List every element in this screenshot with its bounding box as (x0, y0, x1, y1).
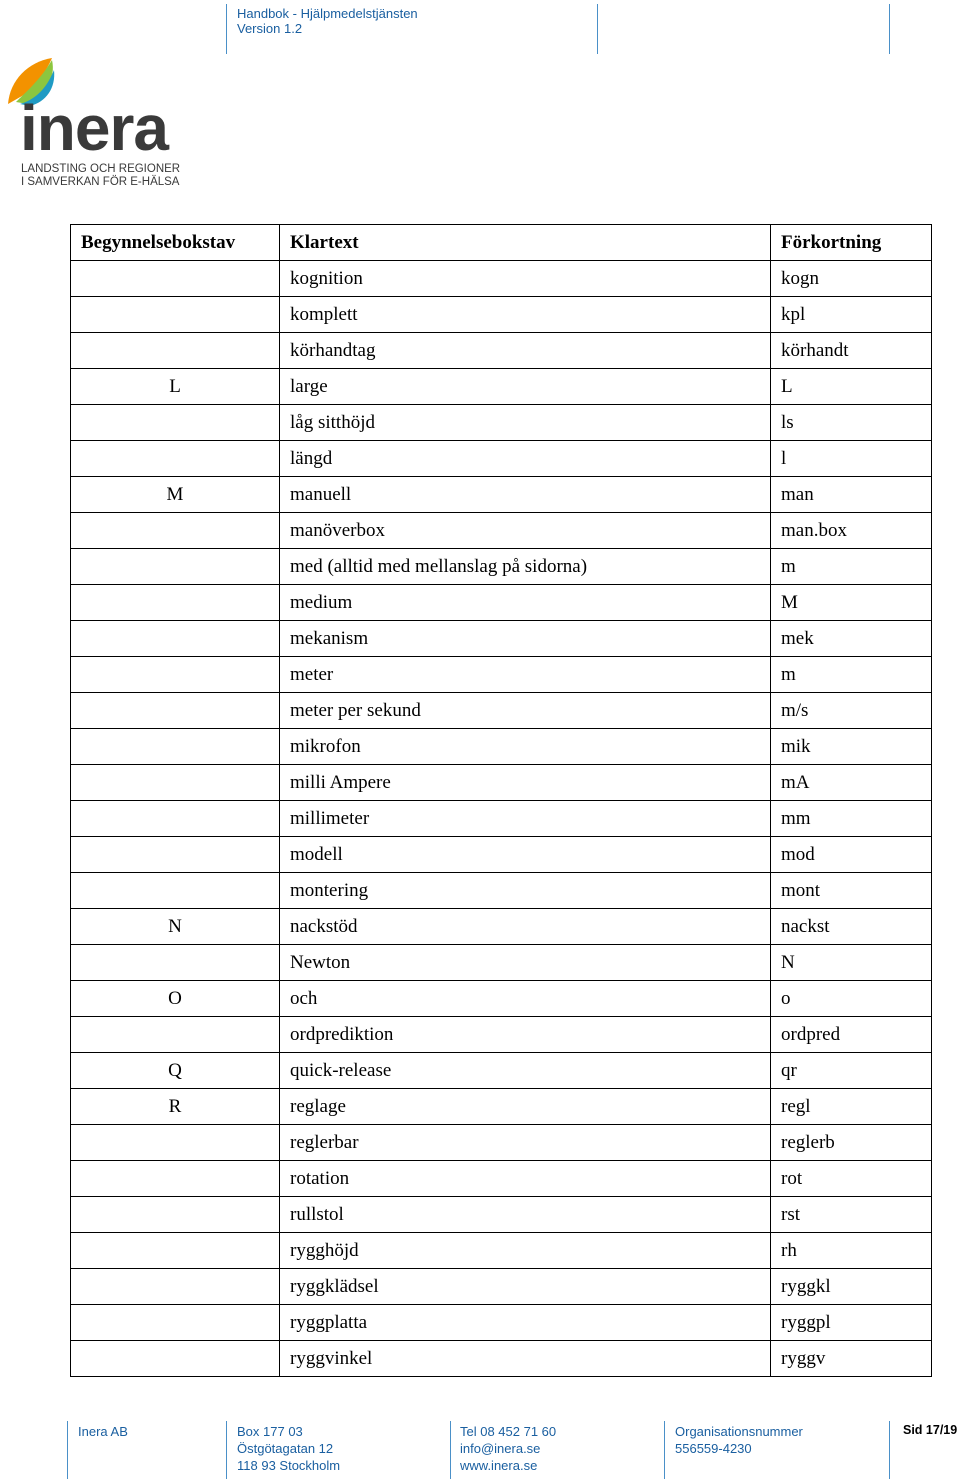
table-header-row (71, 225, 932, 261)
cell-initial-letter (71, 513, 280, 549)
cell-initial-letter (71, 1341, 280, 1377)
table-row (71, 333, 932, 369)
cell-plain-text: mikrofon (280, 729, 771, 765)
cell-abbreviation: m (771, 549, 932, 585)
cell-abbreviation: man.box (771, 513, 932, 549)
cell-initial-letter (71, 801, 280, 837)
footer-divider (889, 1421, 890, 1479)
logo-wordmark: inera (20, 92, 168, 164)
table-row (71, 1305, 932, 1341)
table-row (71, 873, 932, 909)
cell-initial-letter (71, 873, 280, 909)
cell-plain-text: rotation (280, 1161, 771, 1197)
cell-plain-text: komplett (280, 297, 771, 333)
table-row (71, 1269, 932, 1305)
cell-initial-letter: N (71, 909, 280, 945)
cell-initial-letter (71, 765, 280, 801)
cell-plain-text: milli Ampere (280, 765, 771, 801)
cell-abbreviation: mek (771, 621, 932, 657)
cell-initial-letter (71, 297, 280, 333)
cell-abbreviation: mik (771, 729, 932, 765)
cell-abbreviation: M (771, 585, 932, 621)
cell-abbreviation: nackst (771, 909, 932, 945)
cell-plain-text: ryggplatta (280, 1305, 771, 1341)
cell-plain-text: och (280, 981, 771, 1017)
header-divider (226, 4, 227, 54)
cell-abbreviation: man (771, 477, 932, 513)
cell-abbreviation: qr (771, 1053, 932, 1089)
inera-logo (6, 56, 181, 191)
cell-initial-letter: Q (71, 1053, 280, 1089)
cell-abbreviation: l (771, 441, 932, 477)
cell-plain-text: längd (280, 441, 771, 477)
cell-plain-text: rullstol (280, 1197, 771, 1233)
column-header: Begynnelsebokstav (71, 225, 280, 261)
table-row (71, 1233, 932, 1269)
footer-address (237, 1423, 340, 1474)
cell-plain-text: montering (280, 873, 771, 909)
table-row (71, 369, 932, 405)
table-row (71, 549, 932, 585)
cell-plain-text: modell (280, 837, 771, 873)
cell-initial-letter (71, 693, 280, 729)
table-row (71, 945, 932, 981)
cell-plain-text: nackstöd (280, 909, 771, 945)
page-number: Sid 17/19 (903, 1423, 958, 1437)
table-row (71, 981, 932, 1017)
footer-divider (664, 1421, 665, 1479)
logo-tagline: I SAMVERKAN FÖR E-HÄLSA (21, 176, 180, 188)
footer-address-line: Östgötagatan 12 (237, 1441, 334, 1456)
cell-abbreviation: ryggpl (771, 1305, 932, 1341)
table-row (71, 729, 932, 765)
cell-plain-text: Newton (280, 945, 771, 981)
cell-initial-letter (71, 1233, 280, 1269)
cell-initial-letter (71, 729, 280, 765)
cell-initial-letter (71, 1161, 280, 1197)
cell-abbreviation: ryggv (771, 1341, 932, 1377)
cell-plain-text: quick-release (280, 1053, 771, 1089)
cell-plain-text: reglage (280, 1089, 771, 1125)
cell-plain-text: med (alltid med mellanslag på sidorna) (280, 549, 771, 585)
cell-initial-letter (71, 585, 280, 621)
cell-abbreviation: regl (771, 1089, 932, 1125)
footer-address-line: 118 93 Stockholm (237, 1458, 341, 1473)
table-row (71, 297, 932, 333)
table-row (71, 1197, 932, 1233)
cell-abbreviation: mA (771, 765, 932, 801)
table-row (71, 1053, 932, 1089)
cell-plain-text: ryggklädsel (280, 1269, 771, 1305)
table-row (71, 801, 932, 837)
cell-initial-letter (71, 1125, 280, 1161)
cell-abbreviation: ryggkl (771, 1269, 932, 1305)
cell-abbreviation: körhandt (771, 333, 932, 369)
cell-abbreviation: ordpred (771, 1017, 932, 1053)
table-row (71, 909, 932, 945)
cell-initial-letter (71, 657, 280, 693)
table-row (71, 1161, 932, 1197)
cell-abbreviation: rh (771, 1233, 932, 1269)
cell-plain-text: reglerbar (280, 1125, 771, 1161)
cell-initial-letter (71, 1017, 280, 1053)
cell-plain-text: meter per sekund (280, 693, 771, 729)
cell-abbreviation: ls (771, 405, 932, 441)
footer-divider (67, 1421, 68, 1479)
cell-plain-text: mekanism (280, 621, 771, 657)
table-row (71, 1089, 932, 1125)
footer-contact (460, 1423, 556, 1474)
cell-abbreviation: rot (771, 1161, 932, 1197)
cell-abbreviation: mm (771, 801, 932, 837)
cell-plain-text: rygghöjd (280, 1233, 771, 1269)
cell-initial-letter: M (71, 477, 280, 513)
cell-abbreviation: o (771, 981, 932, 1017)
cell-abbreviation: mont (771, 873, 932, 909)
cell-initial-letter (71, 261, 280, 297)
cell-plain-text: manuell (280, 477, 771, 513)
header-text (237, 6, 418, 36)
footer-website-link[interactable]: www.inera.se (460, 1458, 538, 1473)
table-row (71, 1017, 932, 1053)
cell-plain-text: ordprediktion (280, 1017, 771, 1053)
cell-initial-letter: O (71, 981, 280, 1017)
document-title: Handbok - Hjälpmedelstjänsten (237, 6, 418, 21)
column-header: Klartext (280, 225, 771, 261)
cell-abbreviation: mod (771, 837, 932, 873)
cell-plain-text: kognition (280, 261, 771, 297)
cell-abbreviation: N (771, 945, 932, 981)
header-divider (597, 4, 598, 54)
cell-initial-letter (71, 945, 280, 981)
column-header: Förkortning (771, 225, 932, 261)
table-row (71, 693, 932, 729)
footer-divider (226, 1421, 227, 1479)
footer-phone: Tel 08 452 71 60 (460, 1424, 557, 1439)
cell-abbreviation: m/s (771, 693, 932, 729)
table-row (71, 1125, 932, 1161)
table-row (71, 621, 932, 657)
cell-initial-letter (71, 549, 280, 585)
cell-initial-letter (71, 405, 280, 441)
cell-initial-letter (71, 621, 280, 657)
cell-plain-text: körhandtag (280, 333, 771, 369)
table-row (71, 405, 932, 441)
logo-tagline: LANDSTING OCH REGIONER (21, 163, 181, 175)
header-divider (889, 4, 890, 54)
cell-abbreviation: L (771, 369, 932, 405)
table-row (71, 837, 932, 873)
cell-initial-letter (71, 837, 280, 873)
table-row (71, 261, 932, 297)
cell-initial-letter (71, 1197, 280, 1233)
footer-address-line: Box 177 03 (237, 1424, 303, 1439)
cell-initial-letter (71, 441, 280, 477)
cell-abbreviation: kpl (771, 297, 932, 333)
cell-initial-letter: L (71, 369, 280, 405)
abbreviation-table (70, 224, 932, 1377)
footer-company: Inera AB (78, 1424, 128, 1439)
cell-plain-text: meter (280, 657, 771, 693)
footer-email-link[interactable]: info@inera.se (460, 1441, 541, 1456)
footer-org-label: Organisationsnummer (675, 1424, 803, 1439)
cell-abbreviation: m (771, 657, 932, 693)
footer-org-number: 556559-4230 (675, 1441, 752, 1456)
footer-org (675, 1423, 803, 1457)
cell-initial-letter (71, 1305, 280, 1341)
document-version: Version 1.2 (237, 21, 303, 36)
footer-divider (450, 1421, 451, 1479)
cell-plain-text: large (280, 369, 771, 405)
cell-plain-text: manöverbox (280, 513, 771, 549)
table-row (71, 477, 932, 513)
cell-initial-letter (71, 1269, 280, 1305)
cell-abbreviation: reglerb (771, 1125, 932, 1161)
cell-initial-letter (71, 333, 280, 369)
table-row (71, 657, 932, 693)
cell-abbreviation: rst (771, 1197, 932, 1233)
table-row (71, 441, 932, 477)
cell-plain-text: medium (280, 585, 771, 621)
cell-plain-text: låg sitthöjd (280, 405, 771, 441)
table-row (71, 585, 932, 621)
cell-plain-text: ryggvinkel (280, 1341, 771, 1377)
table-row (71, 1341, 932, 1377)
table-row (71, 513, 932, 549)
table-row (71, 765, 932, 801)
cell-initial-letter: R (71, 1089, 280, 1125)
cell-plain-text: millimeter (280, 801, 771, 837)
cell-abbreviation: kogn (771, 261, 932, 297)
